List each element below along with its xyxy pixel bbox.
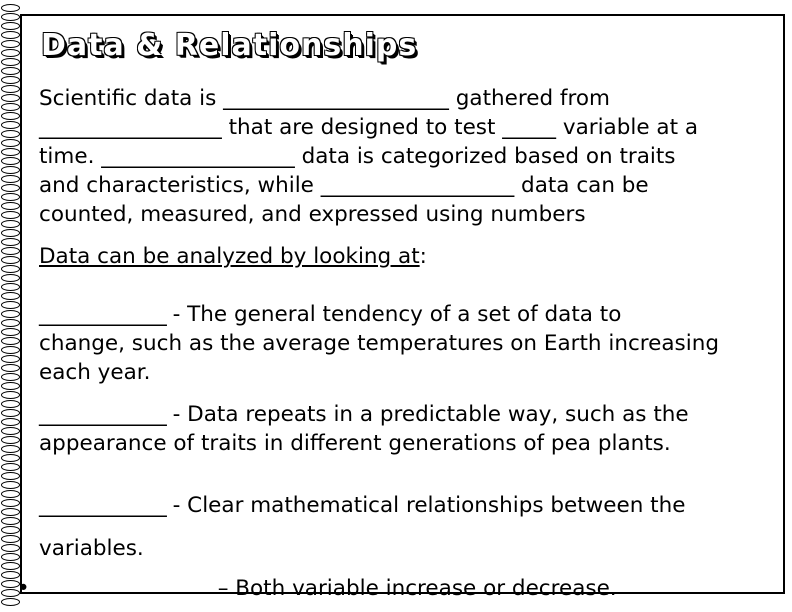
spiral-coil xyxy=(1,139,20,147)
spiral-coil xyxy=(1,112,20,120)
spiral-coil xyxy=(1,535,20,543)
spiral-coil xyxy=(1,130,20,138)
spiral-coil xyxy=(1,472,20,480)
spiral-coil xyxy=(1,220,20,228)
item-text: appearance of traits in different generations of pea plants. xyxy=(39,431,671,456)
bullet-marker: • xyxy=(17,576,30,601)
item-text: - The general tendency of a set of data to xyxy=(165,302,622,327)
spiral-coil xyxy=(1,166,20,174)
spiral-coil xyxy=(1,508,20,516)
spiral-coil xyxy=(1,346,20,354)
item-text: - Clear mathematical relationships between the xyxy=(165,493,686,518)
spiral-coil xyxy=(1,31,20,39)
spiral-coil xyxy=(1,427,20,435)
spiral-coil xyxy=(1,76,20,84)
spiral-coil xyxy=(1,265,20,273)
spiral-coil xyxy=(1,256,20,264)
notes-page xyxy=(20,14,785,594)
fill-in-blank: _____________ xyxy=(39,493,166,518)
spiral-coil xyxy=(1,364,20,372)
spiral-coil xyxy=(1,157,20,165)
spiral-coil xyxy=(1,517,20,525)
spiral-coil xyxy=(1,13,20,21)
spiral-coil xyxy=(1,454,20,462)
spiral-coil xyxy=(1,463,20,471)
analyze-colon: : xyxy=(419,244,427,269)
page-title: Data & Relationships xyxy=(41,28,418,63)
list-item-relationship xyxy=(39,484,769,570)
spiral-coil xyxy=(1,436,20,444)
item-text: change, such as the average temperatures on Earth increasing xyxy=(39,331,720,356)
spiral-coil xyxy=(1,526,20,534)
intro-line-4: and characteristics, while __________________ data can be xyxy=(39,173,649,198)
spiral-coil xyxy=(1,319,20,327)
spiral-coil xyxy=(1,121,20,129)
spiral-coil xyxy=(1,292,20,300)
item-text: each year. xyxy=(39,360,151,385)
spiral-coil xyxy=(1,301,20,309)
bullet-text: – Both variable increase or decrease. xyxy=(217,576,617,601)
spiral-coil xyxy=(1,337,20,345)
spiral-coil xyxy=(1,184,20,192)
spiral-coil xyxy=(1,553,20,561)
analyze-heading xyxy=(39,242,427,271)
spiral-coil xyxy=(1,40,20,48)
spiral-coil xyxy=(1,103,20,111)
spiral-coil xyxy=(1,22,20,30)
spiral-coil xyxy=(1,202,20,210)
spiral-coil xyxy=(1,391,20,399)
spiral-coil xyxy=(1,544,20,552)
spiral-coil xyxy=(1,490,20,498)
spiral-coil xyxy=(1,400,20,408)
spiral-coil xyxy=(1,193,20,201)
spiral-coil xyxy=(1,562,20,570)
intro-line-5: counted, measured, and expressed using numbers xyxy=(39,202,586,227)
list-item-trend xyxy=(39,300,769,387)
spiral-coil xyxy=(1,94,20,102)
item-text: variables. xyxy=(39,536,144,561)
analyze-label: Data can be analyzed by looking at xyxy=(39,244,420,269)
spiral-coil xyxy=(1,274,20,282)
spiral-coil xyxy=(1,175,20,183)
spiral-coil xyxy=(1,409,20,417)
intro-line-2: _________________ that are designed to test _____ variable at a xyxy=(39,115,699,140)
fill-in-blank: _____________ xyxy=(39,302,166,327)
fill-in-blank: _____________ xyxy=(39,402,166,427)
spiral-coil xyxy=(1,418,20,426)
spiral-coil xyxy=(1,481,20,489)
spiral-coil xyxy=(1,499,20,507)
spiral-coil xyxy=(1,283,20,291)
intro-line-1: Scientific data is _____________________ gathered from xyxy=(39,86,610,111)
spiral-coil xyxy=(1,445,20,453)
item-text: - Data repeats in a predictable way, such as the xyxy=(165,402,689,427)
spiral-coil xyxy=(1,58,20,66)
spiral-coil xyxy=(1,247,20,255)
spiral-coil xyxy=(1,4,20,12)
spiral-coil xyxy=(1,211,20,219)
intro-paragraph xyxy=(39,84,764,229)
spiral-coil xyxy=(1,85,20,93)
spiral-coil xyxy=(1,49,20,57)
spiral-coil xyxy=(1,229,20,237)
spiral-coil xyxy=(1,310,20,318)
spiral-coil xyxy=(1,328,20,336)
spiral-coil xyxy=(1,67,20,75)
spiral-coil xyxy=(1,382,20,390)
spiral-coil xyxy=(1,355,20,363)
spiral-coil xyxy=(1,148,20,156)
spiral-coil xyxy=(1,373,20,381)
bullet-line xyxy=(17,574,717,603)
spiral-coil xyxy=(1,238,20,246)
intro-line-3: time. __________________ data is categorized based on traits xyxy=(39,144,676,169)
list-item-pattern xyxy=(39,400,769,458)
